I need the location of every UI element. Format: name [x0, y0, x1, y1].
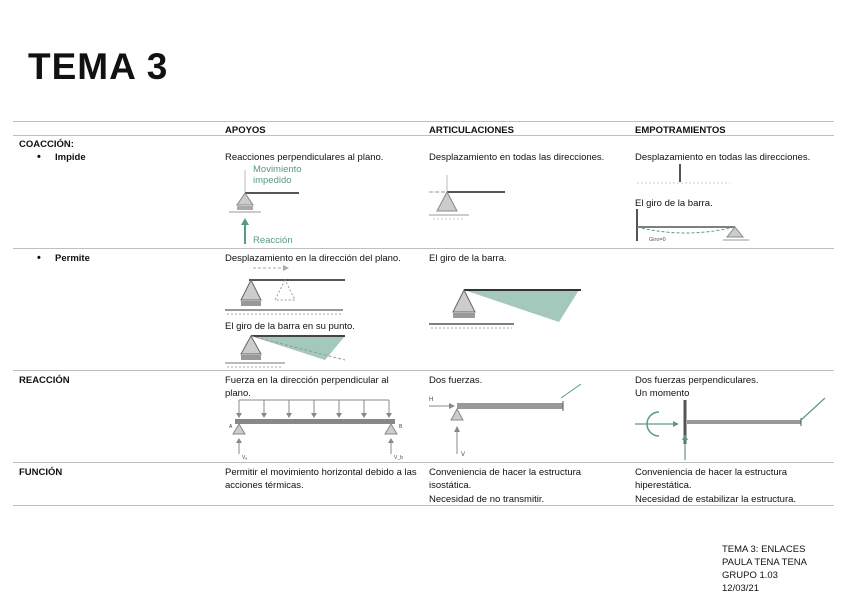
footer-line-group: GRUPO 1.03	[722, 570, 778, 581]
reaccion-empotramientos-text-2: Un momento	[635, 388, 690, 399]
row-rule-funcion	[13, 462, 834, 463]
funcion-articulaciones-text-2: Necesidad de no transmitir.	[429, 494, 545, 505]
permite-articulaciones-text: El giro de la barra.	[429, 253, 507, 264]
reaccion-articulacion-figure	[429, 384, 569, 460]
impide-empotramiento-figure	[635, 164, 735, 186]
row-label-permite: • Permite	[55, 252, 90, 265]
reaccion-empotramientos-text: Dos fuerzas perpendiculares.	[635, 375, 759, 386]
impide-apoyo-figure	[225, 162, 305, 247]
footer-info	[722, 543, 807, 595]
fig-label-impedido: impedido	[253, 175, 292, 186]
row-rule-reaccion	[13, 370, 834, 371]
fig-label-v: V	[461, 452, 466, 458]
fig-label-reaccion: Reacción	[253, 235, 293, 246]
row-label-reaccion: REACCIÓN	[19, 375, 70, 386]
impide-empotramiento-giro-figure	[635, 209, 755, 245]
impide-empotramientos-text: Desplazamiento en todas las direcciones.	[635, 152, 811, 163]
fig-label-a: A	[229, 424, 233, 430]
fig-label-h: H	[429, 397, 434, 403]
reaccion-empotramiento-figure	[635, 396, 835, 462]
table-top-rule	[13, 121, 834, 122]
funcion-empotramientos-text: Conveniencia de hacer la estructura hiperestática.	[635, 467, 788, 491]
funcion-apoyos-text: Permitir el movimiento horizontal debido a las acciones térmicas.	[225, 467, 417, 491]
row-label-coaccion: COACCIÓN:	[19, 139, 74, 150]
reaccion-apoyos-text: Fuerza en la dirección perpendicular al plano.	[225, 375, 389, 399]
footer-line-date: 12/03/21	[722, 583, 759, 594]
row-rule-permite	[13, 248, 834, 249]
fig-label-b: B	[399, 424, 403, 430]
permite-apoyo-giro-figure	[225, 332, 355, 370]
funcion-empotramientos-text-2: Necesidad de estabilizar la estructura.	[635, 494, 797, 505]
col-header-articulaciones: ARTICULACIONES	[429, 125, 514, 136]
funcion-articulaciones-text: Conveniencia de hacer la estructura isostática.	[429, 467, 582, 491]
permite-apoyo-desplazamiento-figure	[225, 264, 355, 318]
page-title: TEMA 3	[28, 46, 169, 87]
col-header-empotramientos: EMPOTRAMIENTOS	[635, 125, 726, 136]
permite-apoyos-text: Desplazamiento en la dirección del plano.	[225, 253, 401, 264]
row-label-impide: • Impide	[55, 151, 86, 164]
permite-apoyos-text-2: El giro de la barra en su punto.	[225, 321, 355, 332]
fig-label-movimiento: Movimiento	[253, 164, 302, 175]
footer-line-topic: TEMA 3: ENLACES	[722, 544, 806, 555]
col-header-apoyos: APOYOS	[225, 125, 266, 136]
row-label-funcion: FUNCIÓN	[19, 467, 63, 478]
fig-label-vb: V_b	[394, 455, 403, 461]
impide-apoyos-text: Reacciones perpendiculares al plano.	[225, 152, 384, 163]
reaccion-articulaciones-text: Dos fuerzas.	[429, 375, 483, 386]
fig-label-giro: Giro=0	[649, 237, 666, 243]
impide-empotramientos-text-2: El giro de la barra.	[635, 198, 713, 209]
reaccion-apoyos-figure	[225, 400, 415, 462]
permite-articulacion-figure	[429, 286, 589, 334]
footer-line-author: PAULA TENA TENA	[722, 557, 808, 568]
fig-label-va: Vₐ	[242, 455, 248, 461]
impide-articulacion-figure	[429, 175, 509, 225]
impide-articulaciones-text: Desplazamiento en todas las direcciones.	[429, 152, 605, 163]
